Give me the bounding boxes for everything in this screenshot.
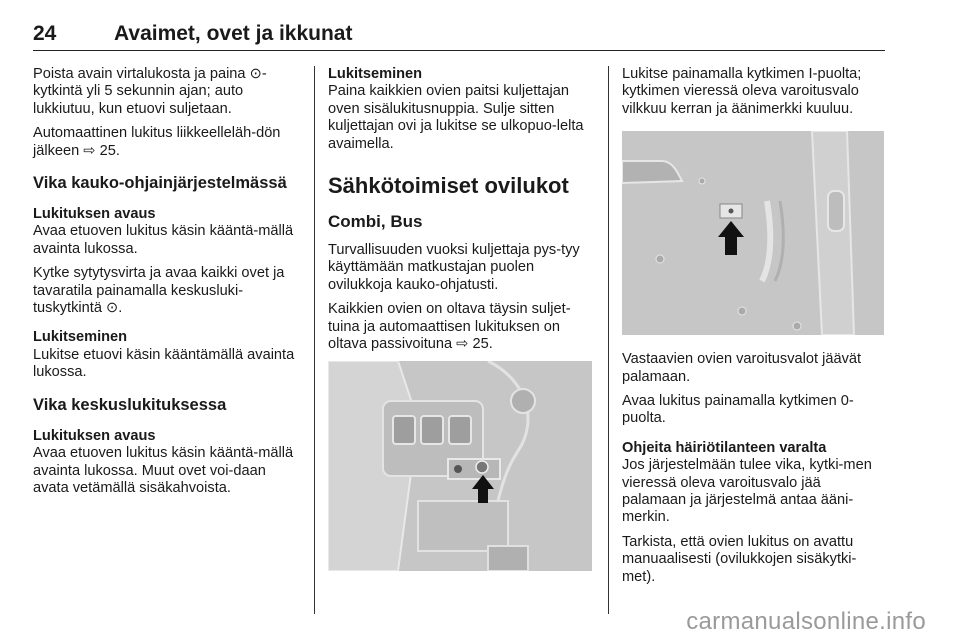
sub-heading: Ohjeita häiriötilanteen varalta bbox=[622, 439, 827, 456]
column-1 bbox=[33, 66, 301, 504]
paragraph: Tarkista, että ovien lukitus on avattu manuaalisesti (ovilukkojen sisäkytki-met). bbox=[622, 533, 857, 585]
paragraph: Vastaavien ovien varoitusvalot jäävät palamaan. bbox=[622, 351, 862, 385]
paragraph: Avaa lukitus painamalla kytkimen 0-puolta. bbox=[622, 393, 854, 427]
paragraph: Automaattinen lukitus liikkeelleläh-dön jälkeen ⇨ 25. bbox=[33, 125, 281, 159]
column-2 bbox=[328, 66, 596, 571]
paragraph: Lukitse etuovi käsin kääntämällä avainta lukossa. bbox=[33, 346, 295, 381]
door-switch-illustration bbox=[622, 131, 884, 335]
section-title: Sähkötoimiset ovilukot bbox=[328, 173, 569, 199]
section-heading: Vika keskuslukituksessa bbox=[33, 395, 227, 414]
door-switch-drawing bbox=[622, 131, 884, 335]
paragraph: Avaa etuoven lukitus käsin kääntä-mällä avainta lukossa. bbox=[33, 223, 294, 257]
section-heading: Vika kauko-ohjainjärjestelmässä bbox=[33, 174, 287, 193]
paragraph: Paina kaikkien ovien paitsi kuljettajan oven sisälukitusnuppia. Sulje sitten kuljettajan ovi ja lukitse se ulkopuo-lelta avaimella. bbox=[328, 83, 584, 152]
paragraph: Lukitse painamalla kytkimen I-puolta; kytkimen vieressä oleva varoitusvalo vilkkuu kerran ja äänimerkki kuuluu. bbox=[622, 66, 862, 117]
paragraph: Jos järjestelmään tulee vika, kytki-men vieressä oleva varoitusvalo jää palamaan ja järjestelmä antaa ääni-merkin. bbox=[622, 457, 872, 526]
sub-heading: Lukituksen avaus bbox=[33, 427, 156, 444]
page-header bbox=[33, 22, 885, 51]
paragraph: Kytke sytytysvirta ja avaa kaikki ovet ja tavaratila painamalla keskusluki-tuskytkintä ⊙. bbox=[33, 265, 285, 317]
paragraph: Kaikkien ovien on oltava täysin suljet-tuina ja automaattisen lukituksen on oltava passivoituna ⇨ 25. bbox=[328, 301, 571, 353]
section-subtitle: Combi, Bus bbox=[328, 212, 423, 232]
sub-heading: Lukitseminen bbox=[33, 329, 128, 346]
watermark: carmanualsonline.info bbox=[686, 608, 926, 635]
paragraph: Turvallisuuden vuoksi kuljettaja pys-tyy käyttämään matkustajan puolen ovilukkoja kauko-ohjatusti. bbox=[328, 242, 580, 293]
column-divider bbox=[608, 66, 609, 614]
paragraph: Poista avain virtalukosta ja paina ⊙-kytkintä yli 5 sekunnin ajan; auto lukkiutuu, kun etuovi suljetaan. bbox=[33, 66, 267, 117]
sub-heading: Lukituksen avaus bbox=[33, 206, 156, 223]
page-title: Avaimet, ovet ja ikkunat bbox=[114, 22, 353, 45]
dashboard-switch-illustration bbox=[328, 361, 592, 571]
column-3 bbox=[622, 66, 888, 593]
page-number: 24 bbox=[33, 22, 57, 45]
column-divider bbox=[314, 66, 315, 614]
sub-heading: Lukitseminen bbox=[328, 66, 423, 82]
dashboard-switch-drawing bbox=[328, 361, 592, 571]
paragraph: Avaa etuoven lukitus käsin kääntä-mällä avainta lukossa. Muut ovet voi-daan avata vetämällä sisäkahvoista. bbox=[33, 445, 294, 496]
